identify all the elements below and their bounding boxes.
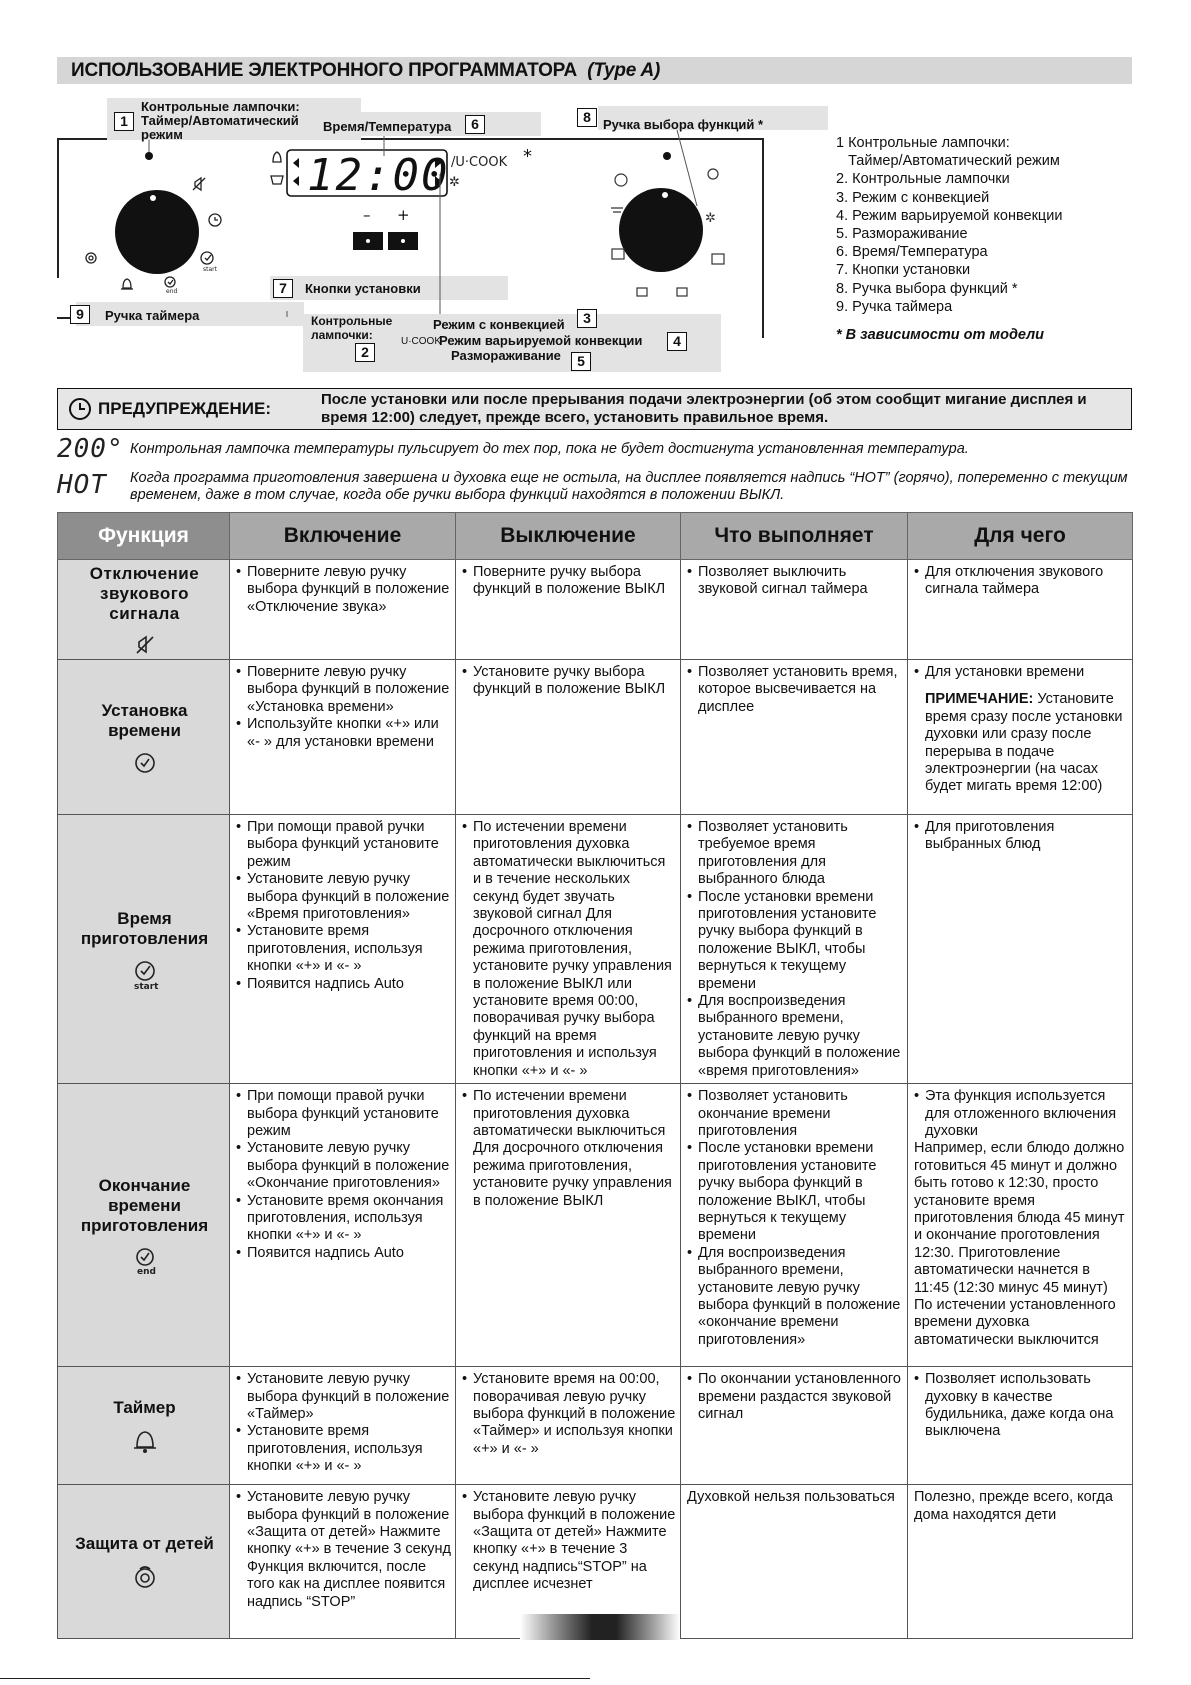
list-item: • Для воспроизведения выбранного времени, установите левую ручку выбора функций в положение «окончание времени приготовления»	[687, 1245, 903, 1349]
on-cell	[230, 560, 456, 660]
functions-table	[57, 512, 1133, 1639]
legend-item: 1 Контрольные лампочки:	[836, 135, 1010, 151]
table-row	[58, 560, 1133, 660]
table-row	[58, 815, 1133, 1084]
hot-info-text: Когда программа приготовления завершена и духовка еще не остыла, на дисплее появляется надпись “HOT” (горячо), попеременно с текущим временем, даже в том случае, когда обе ручки выбора функций находятся в положении ВЫКЛ.	[130, 470, 1128, 503]
callout-timer-knob: Ручка таймера	[105, 308, 200, 323]
cook-start-icon	[131, 959, 159, 991]
list-item: • Появится надпись Auto	[236, 976, 451, 993]
title-bar	[57, 57, 1132, 84]
cook-end-icon	[165, 277, 177, 295]
clock-icon	[68, 397, 92, 421]
off-cell	[456, 815, 681, 1084]
does-cell	[681, 1485, 908, 1639]
display-time: 12:00	[307, 150, 450, 201]
function-cell	[58, 1084, 230, 1367]
svg-text:start: start	[133, 981, 158, 991]
table-row	[58, 1084, 1133, 1367]
list-item: • Позволяет использовать духовку в качестве будильника, даже когда она выключена	[914, 1371, 1128, 1441]
function-name: Защита от детей	[75, 1534, 214, 1554]
list-item: • По истечении времени приготовления духовка автоматически выключиться и в течение нескольких секунд будет звучать звуковой сигнал Для досрочного отключения режима приготовления, установите ручку управления в положение ВЫКЛ или установите время 00:00, поворачивая ручку выбора функций на время приготовления и используя кнопки «+» и «- »	[462, 819, 676, 1080]
does-cell	[681, 1084, 908, 1367]
list-item: • Установите ручку выбора функций в положение ВЫКЛ	[462, 664, 676, 699]
on-cell	[230, 815, 456, 1084]
on-cell	[230, 1367, 456, 1485]
callout-number-3: 3	[577, 309, 597, 328]
warning-text: После установки или после прерывания подачи электроэнергии (об этом сообщит мигание дисплея и время 12:00) следует, прежде всего, установить правильное время.	[321, 391, 1087, 426]
svg-text:end: end	[136, 1266, 156, 1276]
function-cell	[58, 815, 230, 1084]
does-cell	[681, 560, 908, 660]
list-item: • Установите время приготовления, используя кнопки «+» и «- »	[236, 923, 451, 975]
legend-item: 9. Ручка таймера	[836, 298, 953, 315]
legend-item: 5. Размораживание	[836, 226, 968, 243]
legend-item: Таймер/Автоматический режим	[836, 153, 1060, 170]
function-name: Установка времени	[101, 700, 188, 740]
off-cell	[456, 1367, 681, 1485]
list-item: • Установите время на 00:00, поворачивая левую ручку выбора функций в положение «Таймер» и используя кнопки «+» и «- »	[462, 1371, 676, 1458]
bell-icon	[121, 279, 133, 289]
callout-number-7: 7	[273, 279, 293, 298]
note-text: Например, если блюдо должно готовиться 45 минут и должно быть готово к 12:30, просто установите время приготовления блюда 45 минут и окончание проготовления 12:30. Приготовление автоматически начнется в 11:45 (12:30 минус 45 минут) По истечении установленного времени духовка автоматически выключится	[914, 1140, 1125, 1348]
callout-set-buttons: Кнопки установки	[305, 281, 421, 296]
svg-text:*: *	[523, 146, 532, 167]
mute-icon	[134, 634, 156, 656]
cook-end-icon	[131, 1246, 159, 1276]
list-item: Духовкой нельзя пользоваться	[687, 1489, 895, 1506]
does-cell	[681, 1367, 908, 1485]
list-item: • Для приготовления выбранных блюд	[914, 819, 1128, 854]
list-item: • Позволяет установить время, которое высвечивается на дисплее	[687, 664, 903, 716]
callout-ucook-tag: U·COOK	[401, 336, 441, 347]
list-item: Полезно, прежде всего, когда дома находятся дети	[914, 1489, 1113, 1523]
table-row	[58, 1367, 1133, 1485]
page-footer-bar	[520, 1614, 680, 1640]
why-cell	[908, 1367, 1133, 1485]
list-item: • Поверните ручку выбора функций в положение ВЫКЛ	[462, 564, 676, 599]
control-panel-diagram	[57, 96, 817, 369]
callout-number-5: 5	[571, 352, 591, 371]
bell-icon	[132, 1428, 158, 1454]
list-item: • Позволяет установить требуемое время приготовления для выбранного блюда	[687, 819, 903, 889]
note-label: ПРИМЕЧАНИЕ:	[925, 691, 1034, 708]
function-cell	[58, 1485, 230, 1639]
function-name: Таймер	[113, 1398, 176, 1418]
svg-text:✲: ✲	[705, 211, 716, 226]
legend-item: 8. Ручка выбора функций *	[836, 280, 1018, 297]
grill-icon	[611, 208, 623, 212]
off-cell	[456, 1084, 681, 1367]
list-item: • При помощи правой ручки выбора функций установите режим	[236, 1088, 451, 1140]
function-name: Время приготовления	[80, 908, 209, 948]
list-item: • Поверните левую ручку выбора функций в положение «Установка времени»	[236, 664, 451, 716]
warning-label: ПРЕДУПРЕЖДЕНИЕ:	[98, 399, 271, 418]
callout-defrost: Размораживание	[451, 348, 561, 363]
function-cell	[58, 1367, 230, 1485]
list-item: • Установите время приготовления, используя кнопки «+» и «- »	[236, 1423, 451, 1475]
callout-variable-convection: Режим варьируемой конвекции	[439, 333, 643, 348]
callout-number-2: 2	[355, 343, 375, 362]
child-lock-icon	[132, 1564, 158, 1590]
why-cell	[908, 660, 1133, 815]
list-item: • Позволяет выключить звуковой сигнал таймера	[687, 564, 903, 599]
footer-divider	[0, 1678, 590, 1679]
display-icons-left	[271, 152, 283, 184]
function-knob	[619, 188, 703, 272]
header-off: Выключение	[456, 513, 681, 560]
table-row	[58, 660, 1133, 815]
on-cell	[230, 1084, 456, 1367]
list-item: • Установите левую ручку выбора функций в положение «Защита от детей» Нажмите кнопку «+» в течение 3 секунд надпись“STOP” на дисплее исчезнет	[462, 1489, 676, 1593]
function-name: Окончание времени приготовления	[80, 1175, 209, 1235]
why-cell	[908, 815, 1133, 1084]
list-item: • После установки времени приготовления установите ручку выбора функций в положение ВЫКЛ, чтобы вернуться к текущему времени	[687, 889, 903, 993]
hot-display-sample: HOT	[57, 470, 107, 500]
header-on: Включение	[230, 513, 456, 560]
list-item: • Для отключения звукового сигнала таймера	[914, 564, 1128, 599]
does-cell	[681, 660, 908, 815]
svg-text:/U·COOK: /U·COOK	[451, 155, 508, 170]
list-item: • Для установки времени	[914, 664, 1128, 681]
note-text: Установите время сразу после установки духовки или сразу после перерыва в подаче электроэнергии (на часах будет мигать время 12:00)	[925, 691, 1123, 795]
list-item: • Установите левую ручку выбора функций в положение «Защита от детей» Нажмите кнопку «+» в течение 3 секунд Функция включится, после того как на дисплее появится надпись “STOP”	[236, 1489, 451, 1611]
child-lock-icon	[86, 253, 96, 263]
function-cell	[58, 560, 230, 660]
list-item: • Позволяет установить окончание времени приготовления	[687, 1088, 903, 1140]
list-item: • Поверните левую ручку выбора функций в положение «Отключение звука»	[236, 564, 451, 616]
list-item: • По истечении времени приготовления духовка автоматически выключиться Для досрочного отключения режима приготовления, установите ручку управления в положение ВЫКЛ	[462, 1088, 676, 1210]
legend-item: 4. Режим варьируемой конвекции	[836, 207, 1063, 224]
fan-icon	[615, 174, 627, 186]
callout-time-temperature: Время/Температура	[323, 119, 452, 134]
legend-note: * В зависимости от модели	[836, 327, 1045, 344]
callout-number-4: 4	[667, 332, 687, 351]
list-item: • Установите левую ручку выбора функций в положение «Окончание приготовления»	[236, 1140, 451, 1192]
does-cell	[681, 815, 908, 1084]
callout-lamps: Контрольные лампочки:	[311, 314, 393, 342]
svg-text:end: end	[166, 288, 178, 295]
table-header-row	[58, 513, 1133, 560]
clock-icon	[209, 214, 221, 226]
list-item: • Установите левую ручку выбора функций в положение «Таймер»	[236, 1371, 451, 1423]
function-name: Отключение звукового сигнала	[89, 564, 200, 623]
defrost-icon: ✲	[449, 175, 460, 190]
header-why: Для чего	[908, 513, 1133, 560]
list-item: • Установите левую ручку выбора функций в положение «Время приготовления»	[236, 871, 451, 923]
callout-number-9: 9	[70, 305, 90, 324]
svg-text:start: start	[203, 266, 217, 273]
callout-lamps-timer-auto: Контрольные лампочки: Таймер/Автоматический режим	[141, 99, 300, 142]
callout-number-1: 1	[114, 112, 134, 131]
legend-item: 2. Контрольные лампочки	[836, 171, 1010, 188]
clock-icon	[133, 751, 157, 775]
cook-start-icon	[201, 252, 218, 273]
list-item: • При помощи правой ручки выбора функций установите режим	[236, 819, 451, 871]
header-does: Что выполняет	[681, 513, 908, 560]
list-item: • Появится надпись Auto	[236, 1245, 451, 1262]
list-item: • После установки времени приготовления установите ручку выбора функций в положение ВЫКЛ, чтобы вернуться к текущему времени	[687, 1140, 903, 1244]
list-item: • По окончании установленного времени раздастся звуковой сигнал	[687, 1371, 903, 1423]
svg-text:+: +	[397, 206, 410, 224]
temp-info-text: Контрольная лампочка температуры пульсирует до тех пор, пока не будет достигнута установленная температура.	[130, 441, 969, 457]
on-cell	[230, 1485, 456, 1639]
callout-function-knob: Ручка выбора функций *	[603, 117, 764, 132]
list-item: • Используйте кнопки «+» или «- » для установки времени	[236, 716, 451, 751]
callout-convection: Режим с конвекцией	[433, 317, 565, 332]
legend-item: 6. Время/Температура	[836, 244, 988, 261]
off-cell	[456, 560, 681, 660]
page-title: ИСПОЛЬЗОВАНИЕ ЭЛЕКТРОННОГО ПРОГРАММАТОРА (Type A)	[71, 60, 661, 81]
warning-box	[57, 388, 1132, 430]
callout-number-8: 8	[577, 108, 597, 127]
svg-text:–: –	[363, 206, 371, 224]
function-cell	[58, 660, 230, 815]
why-cell	[908, 1485, 1133, 1639]
off-cell	[456, 660, 681, 815]
timer-knob	[115, 190, 199, 274]
legend-item: 3. Режим с конвекцией	[836, 189, 990, 206]
legend-item: 7. Кнопки установки	[836, 262, 971, 279]
temp-display-sample: 200°	[57, 434, 124, 464]
legend	[836, 134, 1062, 344]
why-cell	[908, 1084, 1133, 1367]
list-item: • Для воспроизведения выбранного времени, установите левую ручку выбора функций в положение «время приготовления»	[687, 993, 903, 1080]
panel-drawing	[57, 96, 817, 366]
on-cell	[230, 660, 456, 815]
why-cell	[908, 560, 1133, 660]
list-item: • Установите время окончания приготовления, используя кнопки «+» и «- »	[236, 1193, 451, 1245]
list-item: • Эта функция используется для отложенного включения духовки	[914, 1088, 1128, 1140]
lamp-icon	[145, 152, 153, 160]
callout-number-6: 6	[465, 115, 485, 134]
mute-icon	[193, 178, 205, 190]
header-function: Функция	[58, 513, 230, 560]
